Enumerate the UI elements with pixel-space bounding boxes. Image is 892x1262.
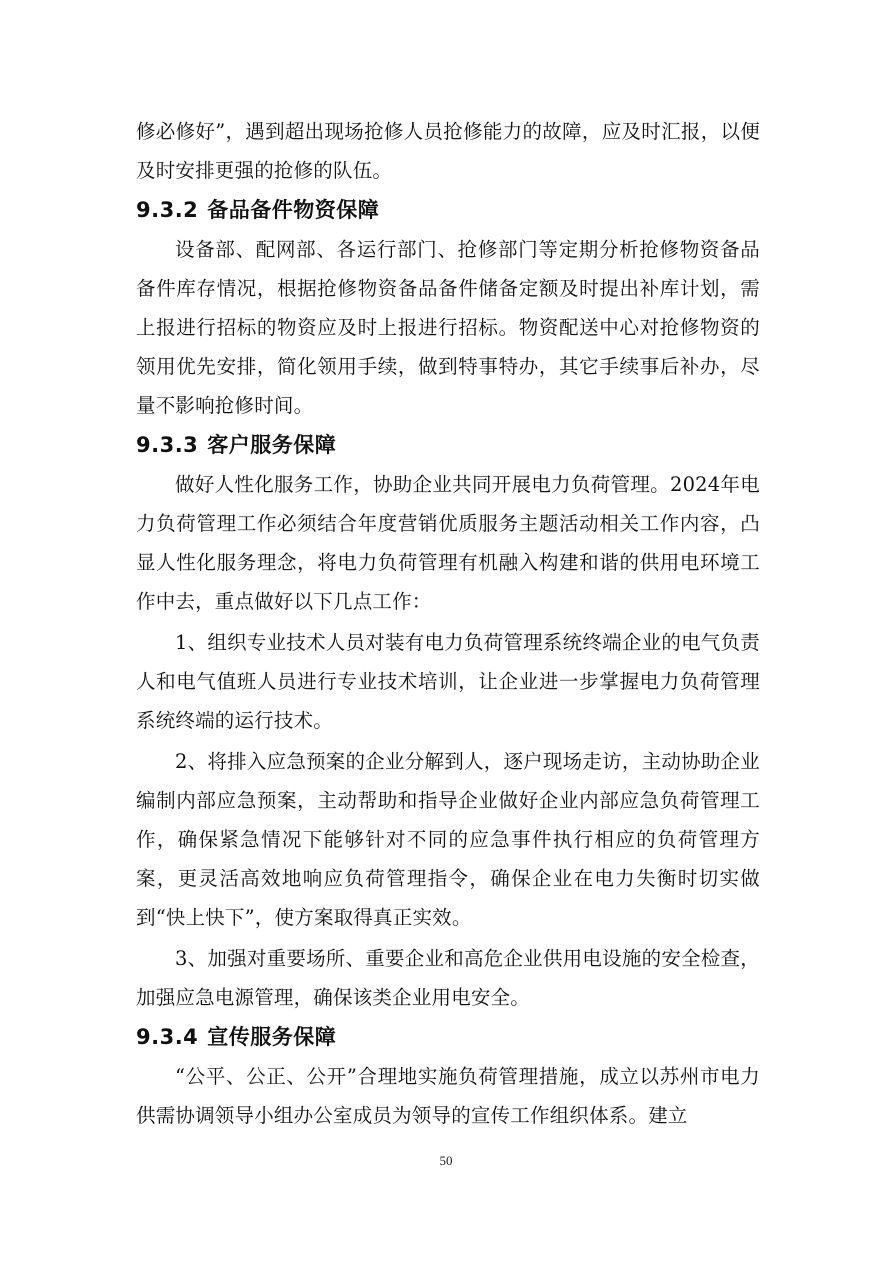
section-title: 宣传服务保障 xyxy=(207,1025,337,1049)
body-paragraph: 做好人性化服务工作，协助企业共同开展电力负荷管理。2024年电力负荷管理工作必须结合年度营销优质服务主题活动相关工作内容，凸显人性化服务理念，将电力负荷管理有机融入构建和谐的供用电环境工作中去，重点做好以下几点工作： xyxy=(136,473,760,613)
list-item-paragraph: 1、组织专业技术人员对装有电力负荷管理系统终端企业的电气负责人和电气值班人员进行专业技术培训，让企业进一步掌握电力负荷管理系统终端的运行技术。 xyxy=(136,631,760,732)
continuation-paragraph: 修必修好”，遇到超出现场抢修人员抢修能力的故障，应及时汇报，以便及时安排更强的抢修的队伍。 xyxy=(136,120,760,182)
section-number: 9.3.4 xyxy=(136,1025,199,1049)
page-body xyxy=(136,112,760,1135)
section-heading-9-3-2 xyxy=(136,190,760,230)
section-heading-9-3-4 xyxy=(136,1017,760,1057)
section-number: 9.3.2 xyxy=(136,198,199,222)
body-paragraph: 设备部、配网部、各运行部门、抢修部门等定期分析抢修物资备品备件库存情况，根据抢修物资备品备件储备定额及时提出补库计划，需上报进行招标的物资应及时上报进行招标。物资配送中心对抢修物资的领用优先安排，简化领用手续，做到特事特办，其它手续事后补办，尽量不影响抢修时间。 xyxy=(136,238,760,417)
section-title: 客户服务保障 xyxy=(207,433,337,457)
page-number: 50 xyxy=(439,1153,453,1168)
body-paragraph: “公平、公正、公开”合理地实施负荷管理措施，成立以苏州市电力供需协调领导小组办公室成员为领导的宣传工作组织体系。建立 xyxy=(136,1065,760,1127)
section-title: 备品备件物资保障 xyxy=(207,198,380,222)
list-item-paragraph: 2、将排入应急预案的企业分解到人，逐户现场走访，主动协助企业编制内部应急预案，主动帮助和指导企业做好企业内部应急负荷管理工作，确保紧急情况下能够针对不同的应急事件执行相应的负荷管理方案，更灵活高效地响应负荷管理指令，确保企业在电力失衡时切实做到“快上快下”，使方案取得真正实效。 xyxy=(136,750,760,929)
list-item-paragraph: 3、加强对重要场所、重要企业和高危企业供用电设施的安全检查，加强应急电源管理，确保该类企业用电安全。 xyxy=(136,947,760,1009)
section-number: 9.3.3 xyxy=(136,433,199,457)
section-heading-9-3-3 xyxy=(136,425,760,465)
